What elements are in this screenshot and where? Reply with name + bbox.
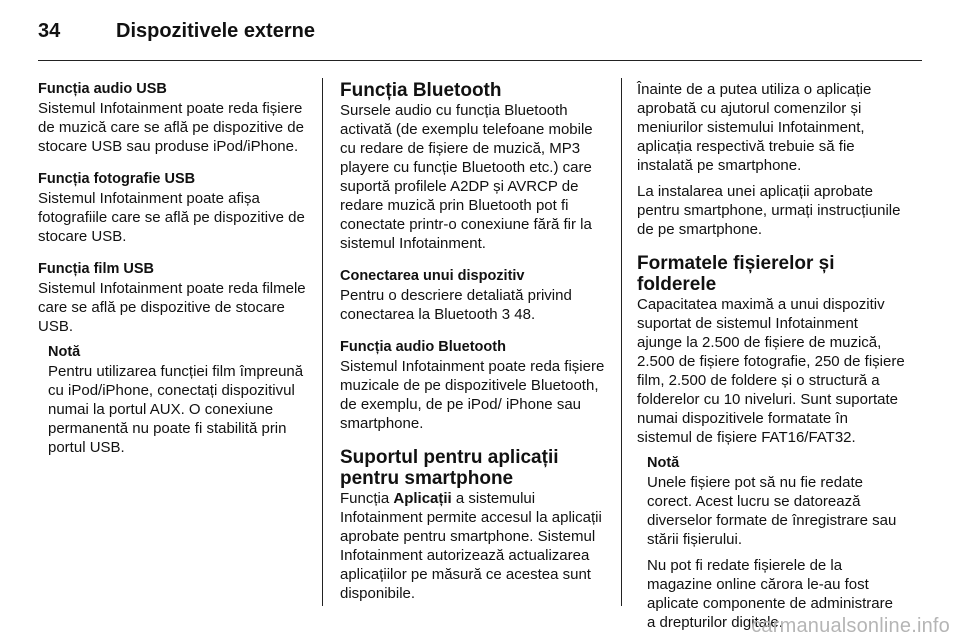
usb-photo-body: Sistemul Infotainment poate afișa fotografiile care se află pe dispozitive de stocare USB.	[38, 190, 305, 245]
note-title: Notă	[647, 455, 680, 471]
usb-audio-body: Sistemul Infotainment poate reda fișiere de muzică care se află pe dispozitive de stocare USB sau produse iPod/iPhone.	[38, 100, 304, 155]
column-2	[340, 80, 608, 603]
usb-film-body: Sistemul Infotainment poate reda filmele care se află pe dispozitive de stocare USB.	[38, 280, 306, 335]
formats-body: Capacitatea maximă a unui dispozitiv suportat de sistemul Infotainment ajunge la 2.500 de fișiere de muzică, 2.500 de fișiere fotografie, 250 de fișiere film, 2.500 de foldere și o structură a folderelor cu 10 niveluri. Sunt suportate numai dispozitivele formatate în sistemul de fișiere FAT16/FAT32.	[637, 296, 905, 446]
column-3	[637, 80, 905, 632]
header-rule	[38, 60, 922, 61]
apps-body-suffix: a sistemului Infotainment permite accesul la aplicații aprobate pentru smartphone. Sistemul Infotainment autorizează actualizarea aplicațiilor pe măsură ce acestea sunt disponibile.	[340, 490, 602, 602]
formats-note	[637, 454, 905, 632]
usb-film-heading: Funcția film USB	[38, 261, 155, 277]
column-1	[38, 80, 306, 457]
bt-audio-body: Sistemul Infotainment poate reda fișiere muzicale de pe dispozitivele Bluetooth, de exemplu, de pe iPod/ iPhone sau smartphone.	[340, 358, 605, 432]
apps-body-prefix: Funcția	[340, 490, 394, 507]
usb-audio-section	[38, 80, 306, 156]
apps-heading: Suportul pentru aplicații pentru smartphone	[340, 447, 559, 489]
connect-body-text: Pentru o descriere detaliată privind conectarea la Bluetooth	[340, 287, 572, 323]
apps-term: Aplicații	[393, 490, 452, 507]
usb-photo-heading: Funcția fotografie USB	[38, 171, 196, 187]
apps-install-paragraph: Înainte de a putea utiliza o aplicație aprobată cu ajutorul comenzilor și meniurilor sistemului Infotainment, aplicația respectivă trebuie să fie instalată pe smartphone.	[637, 81, 872, 174]
note-title: Notă	[48, 344, 81, 360]
usb-film-section	[38, 260, 306, 336]
connect-body	[340, 286, 608, 324]
note-body-2: Nu pot fi redate fișierele de la magazine online cărora le-au fost aplicate componente de administrare a drepturilor digitale.	[647, 557, 893, 631]
apps-body	[340, 489, 608, 603]
formats-section	[637, 253, 905, 447]
usb-audio-heading: Funcția audio USB	[38, 81, 167, 97]
column-divider-2	[621, 78, 622, 606]
note-body-1: Unele fișiere pot să nu fie redate corect. Acest lucru se datorează diverselor formate de înregistrare sau stării fișierului.	[647, 474, 897, 548]
connect-page-ref[interactable]: 48.	[510, 306, 536, 323]
page-number: 34	[38, 20, 61, 42]
column-divider-1	[322, 78, 323, 606]
connect-heading: Conectarea unui dispozitiv	[340, 268, 525, 284]
apps-instructions-paragraph: La instalarea unei aplicații aprobate pentru smartphone, urmați instrucțiunile de pe smartphone.	[637, 183, 901, 238]
bluetooth-heading: Funcția Bluetooth	[340, 80, 502, 101]
page-header	[38, 16, 922, 56]
watermark: carmanualsonline.info	[751, 615, 950, 637]
bt-audio-section	[340, 338, 608, 433]
bluetooth-section	[340, 80, 608, 253]
page-title: Dispozitivele externe	[116, 20, 315, 42]
apps-section	[340, 447, 608, 603]
connect-section	[340, 267, 608, 324]
film-note	[38, 343, 306, 457]
note-body: Pentru utilizarea funcției film împreună cu iPod/iPhone, conectați dispozitivul numai la portul AUX. O conexiune permanentă nu poate fi stabilită prin portul USB.	[48, 363, 304, 456]
bt-audio-heading: Funcția audio Bluetooth	[340, 339, 506, 355]
bluetooth-body: Sursele audio cu funcția Bluetooth activată (de exemplu telefoane mobile cu redare de fișiere de muzică, MP3 playere cu funcție Bluetooth etc.) care suportă profilele A2DP și AVRCP de redare muzică prin Bluetooth pot fi conectate printr-o conexiune fără fir la sistemul Infotainment.	[340, 102, 593, 252]
formats-heading: Formatele fișierelor și folderele	[637, 253, 835, 295]
page-ref-arrow-icon: 3	[501, 306, 511, 323]
usb-photo-section	[38, 170, 306, 246]
